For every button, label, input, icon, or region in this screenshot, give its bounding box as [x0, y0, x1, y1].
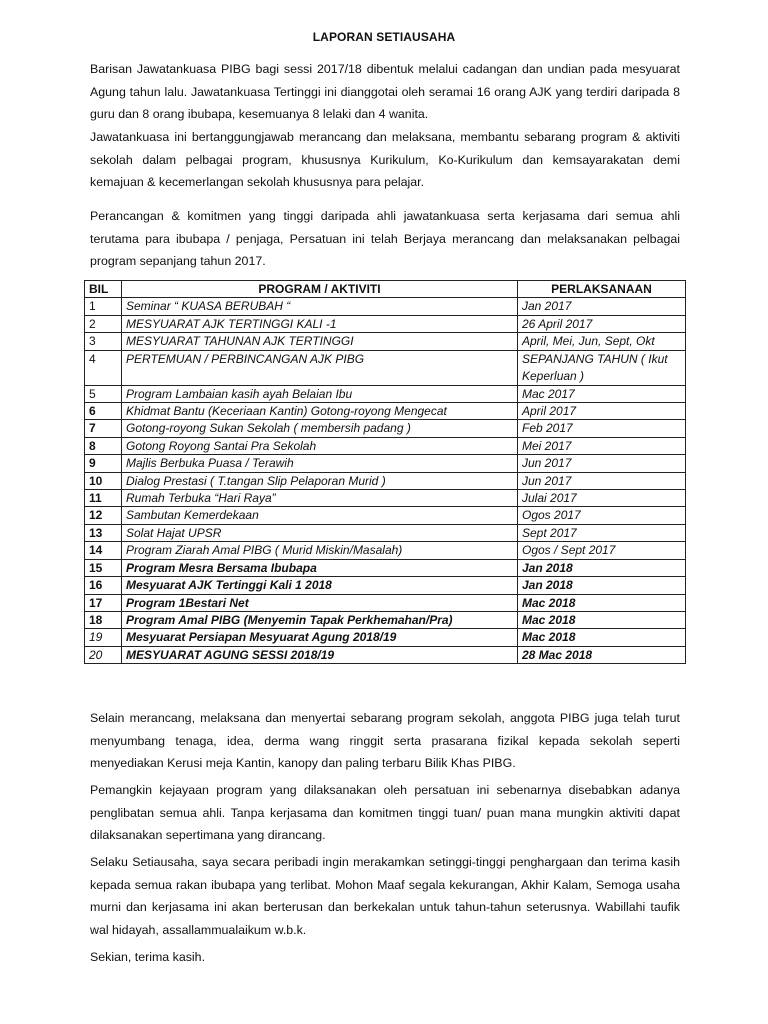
table-row: [85, 455, 686, 472]
row-number: 4: [85, 350, 122, 385]
row-date: Jan 2018: [518, 577, 686, 594]
row-program: Gotong-royong Sukan Sekolah ( membersih padang ): [122, 420, 518, 437]
table-row: [85, 629, 686, 646]
row-number: 18: [85, 611, 122, 628]
row-number: 11: [85, 490, 122, 507]
row-date: Jun 2017: [518, 455, 686, 472]
row-program: Gotong Royong Santai Pra Sekolah: [122, 437, 518, 454]
row-program: Seminar “ KUASA BERUBAH “: [122, 298, 518, 315]
paragraph-closing: Sekian, terima kasih.: [90, 950, 206, 964]
row-number: 20: [85, 646, 122, 663]
row-date: Mac 2018: [518, 611, 686, 628]
table-row: [85, 437, 686, 454]
table-row: [85, 298, 686, 315]
table-row: [85, 490, 686, 507]
paragraph-planning-commitment: Perancangan & komitmen yang tinggi daripada ahli jawatankuasa serta kerjasama dari semua ahli terutama para ibubapa / penjaga, Persatuan ini telah Berjaya merancang dan melaksanakan pelbagai program sepanjang tahun 2017.: [90, 209, 680, 268]
row-date: Ogos 2017: [518, 507, 686, 524]
row-program: MESYUARAT AJK TERTINGGI KALI -1: [122, 315, 518, 332]
row-program: Dialog Prestasi ( T.tangan Slip Pelaporan Murid ): [122, 472, 518, 489]
paragraph-committee-formation: Barisan Jawatankuasa PIBG bagi sessi 2017/18 dibentuk melalui cadangan dan undian pada mesyuarat Agung tahun lalu. Jawatankuasa Tertinggi ini dianggotai oleh seramai 16 orang AJK yang terdiri daripada 8 guru dan 8 orang ibubapa, kesemuanya 8 lelaki dan 4 wanita.: [90, 62, 680, 121]
table-row: [85, 420, 686, 437]
table-row: [85, 577, 686, 594]
table-row: [85, 315, 686, 332]
row-date: SEPANJANG TAHUN ( Ikut Keperluan ): [518, 350, 686, 385]
row-date: 28 Mac 2018: [518, 646, 686, 663]
table-row: [85, 385, 686, 402]
row-date: Mac 2017: [518, 385, 686, 402]
row-date: Ogos / Sept 2017: [518, 542, 686, 559]
table-row: [85, 350, 686, 385]
row-date: 26 April 2017: [518, 315, 686, 332]
row-program: Khidmat Bantu (Keceriaan Kantin) Gotong-royong Mengecat: [122, 403, 518, 420]
row-program: PERTEMUAN / PERBINCANGAN AJK PIBG: [122, 350, 518, 385]
row-date: Jun 2017: [518, 472, 686, 489]
paragraph-success-factor: Pemangkin kejayaan program yang dilaksanakan oleh persatuan ini sebenarnya disebabkan adanya penglibatan semua ahli. Tanpa kerjasama dan komitmen tinggi tuan/ puan mana mungkin aktiviti dapat dilaksanakan sepertimana yang dirancang.: [90, 783, 680, 842]
row-program: Program Mesra Bersama Ibubapa: [122, 559, 518, 576]
table-row: [85, 559, 686, 576]
row-number: 9: [85, 455, 122, 472]
table-row: [85, 542, 686, 559]
row-number: 16: [85, 577, 122, 594]
table-row: [85, 611, 686, 628]
row-program: Solat Hajat UPSR: [122, 524, 518, 541]
row-program: Sambutan Kemerdekaan: [122, 507, 518, 524]
row-number: 10: [85, 472, 122, 489]
row-date: Feb 2017: [518, 420, 686, 437]
header-program: PROGRAM / AKTIVITI: [122, 281, 518, 298]
row-program: MESYUARAT AGUNG SESSI 2018/19: [122, 646, 518, 663]
row-number: 6: [85, 403, 122, 420]
row-number: 5: [85, 385, 122, 402]
row-number: 19: [85, 629, 122, 646]
row-number: 13: [85, 524, 122, 541]
table-row: [85, 333, 686, 350]
row-program: Program Lambaian kasih ayah Belaian Ibu: [122, 385, 518, 402]
header-bil: BIL: [85, 281, 122, 298]
row-number: 1: [85, 298, 122, 315]
row-number: 2: [85, 315, 122, 332]
row-program: Program Ziarah Amal PIBG ( Murid Miskin/Masalah): [122, 542, 518, 559]
row-program: Mesyuarat AJK Tertinggi Kali 1 2018: [122, 577, 518, 594]
row-date: Sept 2017: [518, 524, 686, 541]
row-number: 7: [85, 420, 122, 437]
row-date: Jan 2018: [518, 559, 686, 576]
row-date: Mac 2018: [518, 594, 686, 611]
paragraph-committee-responsibility: Jawatankuasa ini bertanggungjawab merancang dan melaksana, membantu sebarang program & aktiviti sekolah dalam pelbagai program, khususnya Kurikulum, Ko-Kurikulum dan kemsayarakatan demi kemajuan & kecemerlangan sekolah khususnya para pelajar.: [90, 130, 680, 189]
program-table: [84, 280, 686, 664]
table-row: [85, 594, 686, 611]
table-row: [85, 403, 686, 420]
row-number: 17: [85, 594, 122, 611]
row-program: MESYUARAT TAHUNAN AJK TERTINGGI: [122, 333, 518, 350]
row-number: 14: [85, 542, 122, 559]
row-program: Program Amal PIBG (Menyemin Tapak Perkhemahan/Pra): [122, 611, 518, 628]
row-date: Jan 2017: [518, 298, 686, 315]
header-perlaksanaan: PERLAKSANAAN: [518, 281, 686, 298]
table-row: [85, 507, 686, 524]
row-date: Julai 2017: [518, 490, 686, 507]
row-date: April 2017: [518, 403, 686, 420]
paragraph-appreciation: Selaku Setiausaha, saya secara peribadi ingin merakamkan setinggi-tinggi penghargaan dan terima kasih kepada semua rakan ibubapa yang terlibat. Mohon Maaf segala kekurangan, Akhir Kalam, Semoga usaha murni dan kerjasama ini akan berterusan dan berkekalan untuk tahun-tahun seterusnya. Wabillahi taufik wal hidayah, assallammualaikum w.b.k.: [90, 855, 680, 937]
paragraph-contributions: Selain merancang, melaksana dan menyertai sebarang program sekolah, anggota PIBG juga telah turut menyumbang tenaga, idea, derma wang ringgit serta prasarana fizikal kepada sekolah seperti menyediakan Kerusi meja Kantin, kanopy dan paling terbaru Bilik Khas PIBG.: [90, 711, 680, 770]
report-title: LAPORAN SETIAUSAHA: [312, 30, 456, 44]
table-header-row: [85, 281, 686, 298]
table-row: [85, 472, 686, 489]
table-row: [85, 524, 686, 541]
row-date: April, Mei, Jun, Sept, Okt: [518, 333, 686, 350]
row-number: 8: [85, 437, 122, 454]
row-program: Majlis Berbuka Puasa / Terawih: [122, 455, 518, 472]
row-program: Program 1Bestari Net: [122, 594, 518, 611]
row-number: 3: [85, 333, 122, 350]
table-row: [85, 646, 686, 663]
row-number: 15: [85, 559, 122, 576]
row-program: Mesyuarat Persiapan Mesyuarat Agung 2018/19: [122, 629, 518, 646]
row-date: Mei 2017: [518, 437, 686, 454]
row-date: Mac 2018: [518, 629, 686, 646]
row-number: 12: [85, 507, 122, 524]
row-program: Rumah Terbuka “Hari Raya”: [122, 490, 518, 507]
